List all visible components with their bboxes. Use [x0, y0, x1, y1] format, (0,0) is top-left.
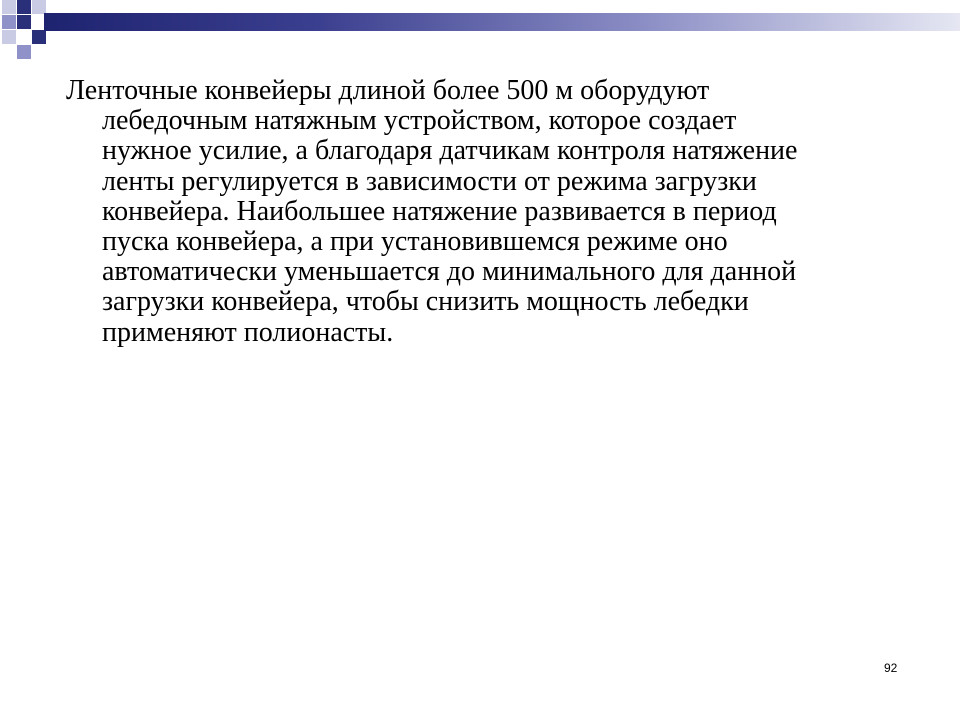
decor-square — [2, 30, 16, 44]
decor-square — [17, 45, 31, 59]
page-number: 92 — [884, 661, 898, 675]
decor-square — [17, 0, 31, 14]
decor-square — [2, 0, 16, 14]
header-gradient-bar — [44, 13, 960, 31]
header-decoration — [0, 0, 960, 60]
decor-square — [32, 30, 46, 44]
content-area — [66, 76, 926, 348]
decor-square — [2, 15, 16, 29]
decor-square — [32, 0, 46, 14]
decor-square — [17, 15, 31, 29]
body-paragraph: Ленточные конвейеры длиной более 500 м оборудуют лебедочным натяжным устройством, которое создает нужное усилие, а благодаря датчикам контроля натяжение ленты регулируется в зависимости от режима загрузки конвейера. Наибольшее натяжение развивается в период пуска конвейера, а при установившемся режиме оно автоматически уменьшается до минимального для данной загрузки конвейера, чтобы снизить мощность лебедки применяют полионасты. — [66, 75, 798, 348]
